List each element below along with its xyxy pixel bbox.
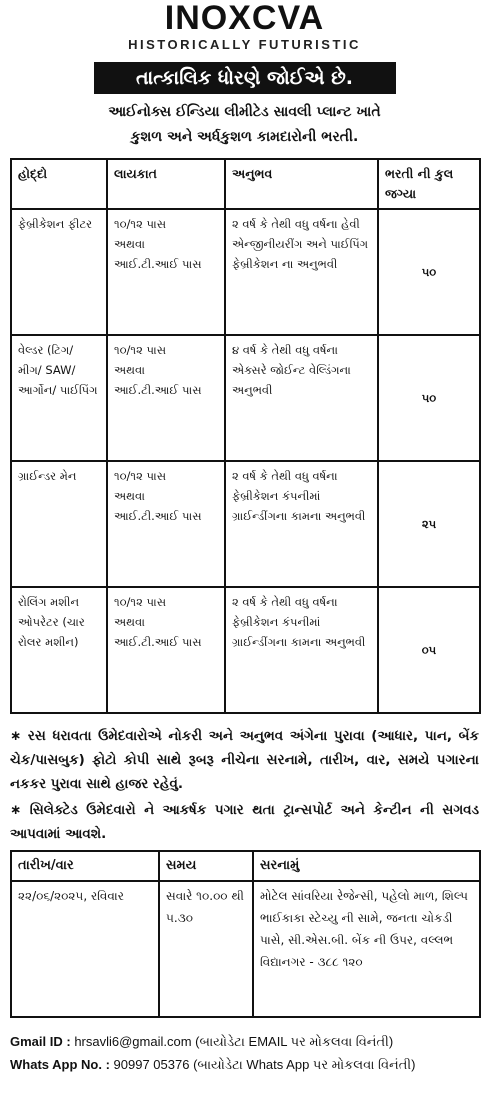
table-row: [11, 461, 480, 587]
count-cell: ૦૫: [378, 587, 480, 713]
schedule-row: [11, 881, 480, 1017]
qualification-cell: ૧૦/૧૨ પાસ અથવા આઈ.ટી.આઈ પાસ: [107, 335, 225, 461]
experience-cell: ૨ વર્ષ કે તેથી વધુ વર્ષના હેવી એન્જીનીયરીંગ અને પાઈપિંગ ફેબ્રીકેશન ના અનુભવી: [225, 209, 378, 335]
gmail-note: (બાયોડેટા EMAIL પર મોકલવા વિનંતી): [195, 1034, 394, 1049]
gmail-address[interactable]: hrsavli6@gmail.com: [74, 1034, 192, 1049]
logo: [10, 0, 479, 52]
header-qualification: લાયકાત: [107, 159, 225, 209]
time-cell: સવારે ૧૦.૦૦ થી ૫.૩૦: [159, 881, 253, 1017]
urgent-banner: તાત્કાલિક ધોરણે જોઈએ છે.: [94, 62, 396, 94]
gmail-line: [10, 1030, 479, 1053]
headline-line-1: આઈનોક્સ ઈન્ડિયા લીમીટેડ સાવલી પ્લાન્ટ ખાતે: [108, 104, 381, 120]
whatsapp-line: [10, 1053, 479, 1076]
table-row: [11, 587, 480, 713]
header-experience: અનુભવ: [225, 159, 378, 209]
brand-tagline: HISTORICALLY FUTURISTIC: [128, 37, 361, 52]
experience-cell: ૪ વર્ષ કે તેથી વધુ વર્ષના એક્સરે જોઈન્ટ વેલ્ડિંગના અનુભવી: [225, 335, 378, 461]
note-documents: ∗ રસ ધરાવતા ઉમેદવારોએ નોકરી અને અનુભવ અંગેના પુરાવા (આધાર, પાન, બેંક ચેક/પાસબુક) ફોટો કોપી સાથે રૂબરૂ નીચેના સરનામે, તારીખ, વાર, સમયે પગારના નકકર પુરાવા સાથે હાજર રહેવું.: [10, 728, 479, 792]
table-row: [11, 335, 480, 461]
header-post: હોદ્દો: [11, 159, 107, 209]
header-date: તારીખ/વાર: [11, 851, 159, 881]
table-row: [11, 209, 480, 335]
date-cell: ૨૨/૦૬/૨૦૨૫, રવિવાર: [11, 881, 159, 1017]
contacts: [10, 1030, 479, 1076]
qualification-cell: ૧૦/૧૨ પાસ અથવા આઈ.ટી.આઈ પાસ: [107, 461, 225, 587]
brand-name: INOXCVA: [164, 0, 325, 37]
whatsapp-note: (બાયોડેટા Whats App પર મોકલવા વિનંતી): [193, 1057, 416, 1072]
note-benefits: ∗ સિલેક્ટેડ ઉમેદવારો ને આકર્ષક પગાર થતા ટ્રાન્સપોર્ટ અને કેન્ટીન ની સગવડ આપવામાં આવશે.: [10, 802, 479, 842]
experience-cell: ૨ વર્ષ કે તેથી વધુ વર્ષના ફેબ્રીકેશન કંપનીમાં ગ્રાઈન્ડીંગના કામના અનુભવી: [225, 461, 378, 587]
notes: [10, 724, 479, 846]
address-cell: મોટેલ સાંવરિયા રેજેન્સી, પહેલો માળ, શિલ્પ ભાઈકાકા સ્ટેચ્યુ ની સામે, જનતા ચોકડી પાસે, સી.એસ.બી. બેંક ની ઉપર, વલ્લભ વિદ્યાનગર - ૩૮૮ ૧૨૦: [253, 881, 480, 1017]
header-count: ભરતી ની કુલ જગ્યા: [378, 159, 480, 209]
count-cell: ૨૫: [378, 461, 480, 587]
positions-header-row: [11, 159, 480, 209]
qualification-cell: ૧૦/૧૨ પાસ અથવા આઈ.ટી.આઈ પાસ: [107, 209, 225, 335]
post-cell: વેલ્ડર (ટિગ/ મીગ/ SAW/આર્ગોન/ પાઈપિંગ: [11, 335, 107, 461]
header-time: સમય: [159, 851, 253, 881]
post-cell: રોલિંગ મશીન ઓપરેટર (ચાર રોલર મશીન): [11, 587, 107, 713]
count-cell: ૫૦: [378, 335, 480, 461]
header-address: સરનામું: [253, 851, 480, 881]
qualification-cell: ૧૦/૧૨ પાસ અથવા આઈ.ટી.આઈ પાસ: [107, 587, 225, 713]
schedule-header-row: [11, 851, 480, 881]
post-cell: ફેબ્રીકેશન ફીટર: [11, 209, 107, 335]
headline-line-2: કુશળ અને અર્ધકુશળ કામદારોની ભરતી.: [130, 129, 359, 145]
post-cell: ગ્રાઈન્ડર મેન: [11, 461, 107, 587]
gmail-label: Gmail ID :: [10, 1034, 71, 1049]
schedule-table: [10, 850, 481, 1018]
headline: [10, 100, 479, 150]
experience-cell: ૨ વર્ષ કે તેથી વધુ વર્ષના ફેબ્રીકેશન કંપનીમાં ગ્રાઈન્ડીંગના કામના અનુભવી: [225, 587, 378, 713]
count-cell: ૫૦: [378, 209, 480, 335]
positions-table: [10, 158, 481, 714]
whatsapp-number[interactable]: 90997 05376: [113, 1057, 190, 1072]
whatsapp-label: Whats App No. :: [10, 1057, 110, 1072]
